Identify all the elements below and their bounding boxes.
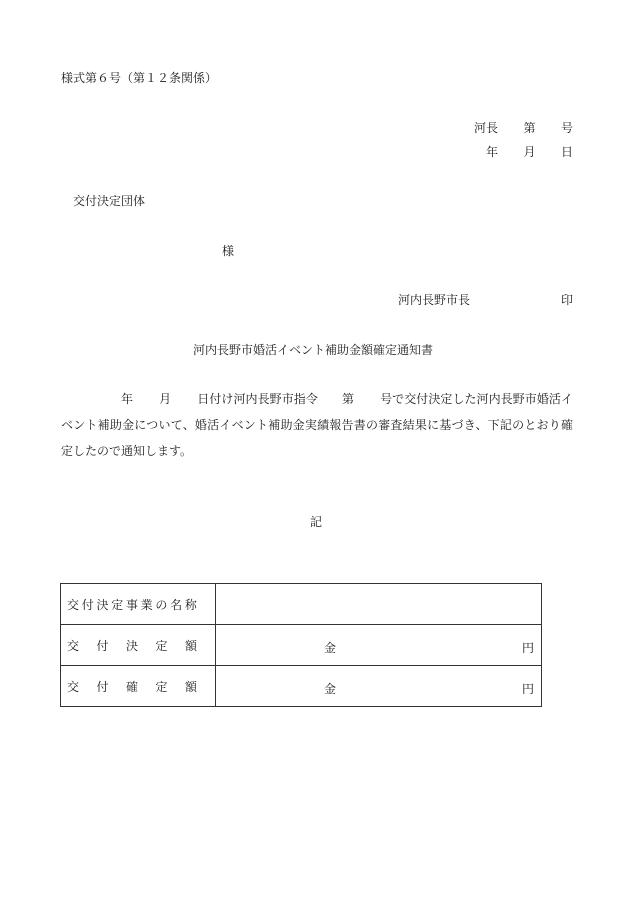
issuer-seal: 印 (561, 293, 574, 307)
reference-prefix: 河長 (474, 121, 499, 135)
yen-unit: 円 (521, 641, 534, 655)
date-day: 日 (560, 145, 573, 159)
table-label-cell (61, 666, 216, 707)
decided-amount-label (67, 637, 197, 654)
details-table (60, 583, 542, 707)
table-label-cell (61, 625, 216, 666)
addressee-heading: 交付決定団体 (73, 194, 146, 208)
label-char: 事 (125, 597, 138, 612)
table-row (61, 666, 542, 707)
table-row (61, 584, 542, 625)
honorific: 様 (222, 244, 235, 258)
body-main-text: 号で交付決定した河内長野市婚活イベント補助金について、婚活イベント補助金実績報告書の審査結果に基づき、下記のとおり確定したので通知します。 (61, 392, 573, 458)
currency-prefix: 金 (324, 682, 337, 696)
label-char: 額 (184, 638, 197, 653)
label-char: 決 (96, 597, 109, 612)
body-date-prefix: 日付け河内長野市指令 (197, 392, 318, 406)
confirmed-amount-value (216, 666, 542, 707)
project-name-value (216, 584, 542, 625)
label-char: 定 (155, 679, 168, 694)
label-char: 定 (155, 638, 168, 653)
label-char: 付 (96, 679, 109, 694)
body-number-prefix: 第 (341, 392, 355, 406)
label-char: 交 (67, 597, 80, 612)
reference-number-line (474, 122, 573, 134)
table-row (61, 625, 542, 666)
label-char: 交 (67, 679, 80, 694)
label-char: の (155, 597, 168, 612)
label-char: 交 (67, 638, 80, 653)
yen-unit: 円 (521, 682, 534, 696)
project-name-label (67, 596, 197, 613)
label-char: 名 (170, 597, 183, 612)
issuer-name: 河内長野市長 (398, 293, 471, 307)
notice-body (61, 386, 573, 464)
label-char: 付 (81, 597, 94, 612)
currency-prefix: 金 (324, 641, 337, 655)
date-month: 月 (523, 145, 536, 159)
issue-date-line (486, 146, 573, 158)
label-char: 定 (111, 597, 124, 612)
body-month: 月 (159, 392, 172, 406)
body-year: 年 (121, 392, 134, 406)
confirmed-amount-label (67, 678, 197, 695)
reference-go: 号 (560, 121, 573, 135)
form-number: 様式第６号（第１２条関係） (61, 71, 218, 85)
label-char: 業 (140, 597, 153, 612)
reference-dai: 第 (523, 121, 536, 135)
document-title: 河内長野市婚活イベント補助金額確定通知書 (193, 343, 434, 357)
label-char: 称 (184, 597, 197, 612)
date-year: 年 (486, 145, 499, 159)
label-char: 確 (125, 679, 138, 694)
note-heading: 記 (310, 515, 323, 529)
label-char: 額 (184, 679, 197, 694)
decided-amount-value (216, 625, 542, 666)
label-char: 付 (96, 638, 109, 653)
label-char: 決 (125, 638, 138, 653)
table-label-cell (61, 584, 216, 625)
